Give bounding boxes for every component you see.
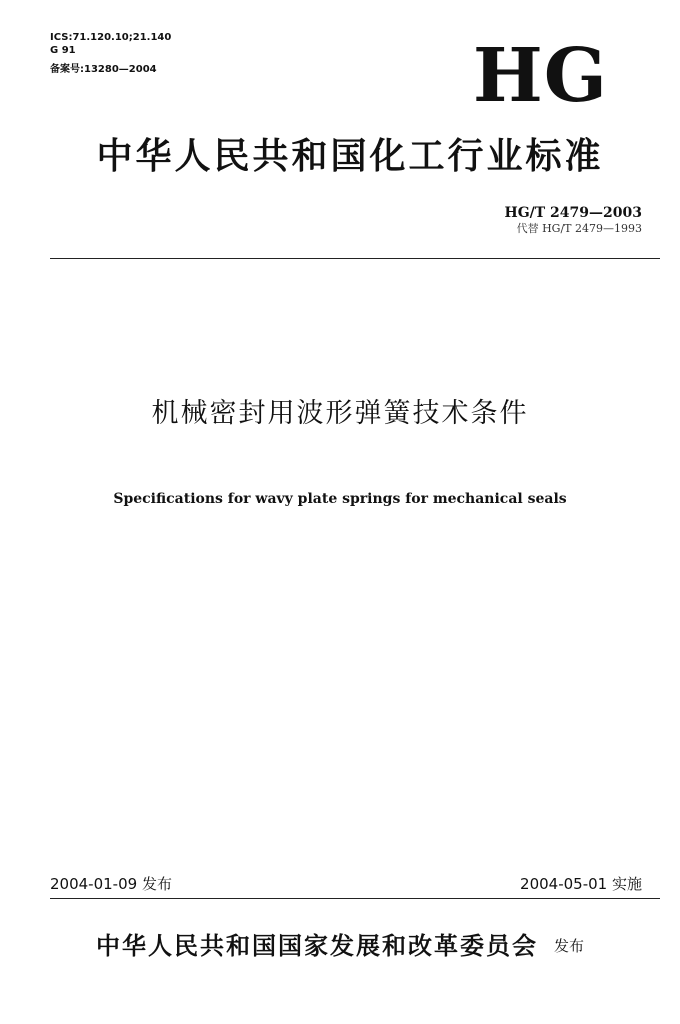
issuer-row [0, 930, 680, 962]
ccs-code: G 91 [50, 45, 76, 56]
document-title-english: Specifications for wavy plate springs for mechanical seals [113, 491, 567, 507]
replaced-standard: 代替 HG/T 2479—1993 [516, 222, 642, 235]
issuing-authority: 中华人民共和国国家发展和改革委员会 [95, 931, 538, 960]
bottom-divider [50, 898, 660, 899]
issued-label: 发布 [553, 937, 584, 955]
industry-standard-title: 中华人民共和国化工行业标准 [96, 135, 604, 177]
implementation-date: 2004-05-01 实施 [520, 875, 642, 893]
issue-date: 2004-01-09 发布 [50, 875, 172, 893]
top-divider [50, 258, 660, 259]
ics-code: ICS:71.120.10;21.140 [50, 32, 172, 43]
document-title-chinese: 机械密封用波形弹簧技术条件 [151, 398, 529, 429]
hg-logo: HG [472, 33, 608, 119]
filing-number: 备案号:13280—2004 [50, 64, 157, 75]
standard-number: HG/T 2479—2003 [504, 205, 642, 221]
